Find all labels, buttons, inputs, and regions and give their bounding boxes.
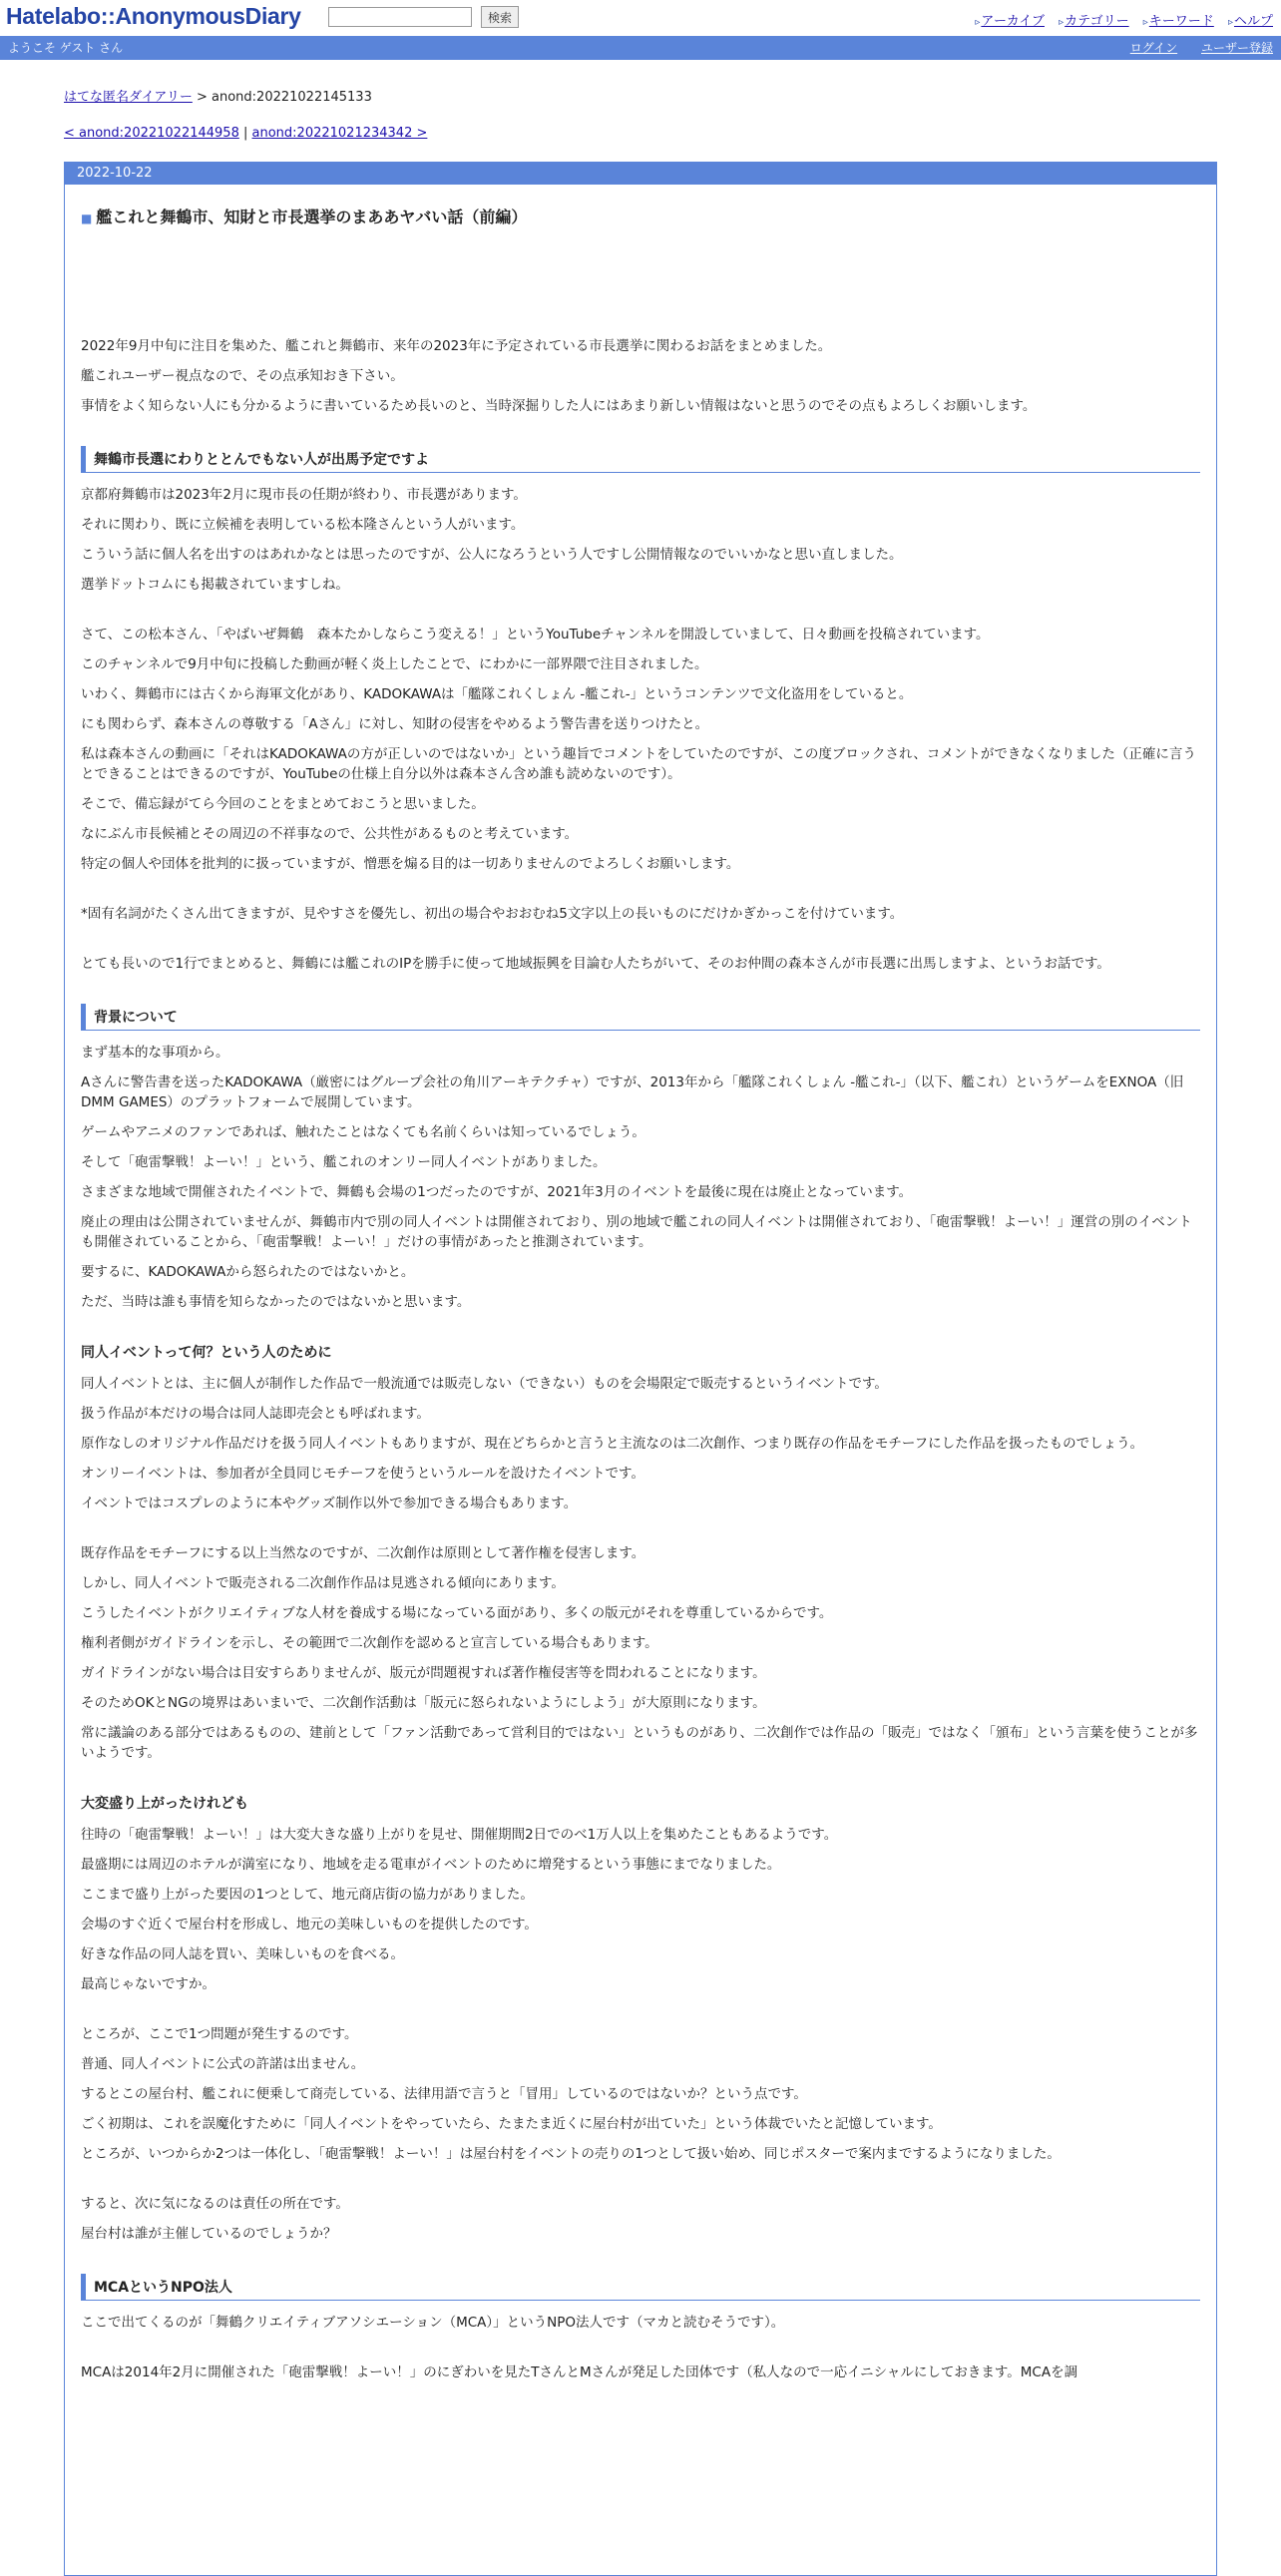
heading-boom: 大変盛り上がったけれども — [81, 1796, 248, 1812]
body-paragraph: そして「砲雷撃戦！よーい！」という、艦これのオンリー同人イベントがありました。 — [81, 1154, 607, 1170]
body-paragraph: このチャンネルで9月中旬に投稿した動画が軽く炎上したことで、にわかに一部界隈で注目されました。 — [81, 656, 708, 672]
body-paragraph: なにぶん市長候補とその周辺の不祥事なので、公共性があるものと考えています。 — [81, 826, 579, 842]
body-paragraph: ガイドラインがない場合は目安すらありませんが、版元が問題視すれば著作権侵害等を問われることになります。 — [81, 1665, 766, 1681]
body-paragraph: ここまで盛り上がった要因の1つとして、地元商店街の協力がありました。 — [81, 1887, 534, 1903]
logo-sep: :: — [100, 3, 116, 29]
logo-name: AnonymousDiary — [115, 3, 301, 29]
body-paragraph: ここで出てくるのが「舞鶴クリエイティブアソシエーション（MCA）」というNPO法人です（マカと読むそうです）。 — [81, 2315, 785, 2331]
breadcrumb-home-link[interactable]: はてな匿名ダイアリー — [64, 90, 193, 105]
body-paragraph: 同人イベントとは、主に個人が制作した作品で一般流通では販売しない（できない）ものを会場限定で販売するというイベントです。 — [81, 1376, 888, 1392]
nav-keyword[interactable]: ▹ キーワード — [1143, 14, 1214, 29]
body-paragraph: そこで、備忘録がてら今回のことをまとめておこうと思いました。 — [81, 796, 485, 812]
body-paragraph: 艦これユーザー視点なので、その点承知おき下さい。 — [81, 368, 404, 384]
sec-candidate-b — [81, 625, 1200, 874]
entry-body — [65, 205, 1216, 2382]
entry-title — [81, 205, 1200, 227]
heading-candidate: 舞鶴市長選にわりととんでもない人が出馬予定ですよ — [81, 446, 1200, 473]
register-link[interactable]: ユーザー登録 — [1200, 41, 1273, 55]
body-paragraph: ところが、いつからか2つは一体化し、「砲雷撃戦！よーい！」は屋台村をイベントの売りの1つとして扱い始め、同じポスターで案内までするようになりました。 — [81, 2146, 1061, 2162]
nav-archive[interactable]: ▹ アーカイブ — [975, 14, 1045, 29]
entry-pager — [64, 126, 427, 141]
prev-entry-link[interactable]: < anond:20221022144958 — [64, 126, 239, 141]
search-input[interactable] — [328, 7, 472, 27]
day-box — [64, 162, 1217, 2576]
sec-mca-b — [81, 2362, 1200, 2382]
sec-doujin-a — [81, 1374, 1200, 1513]
body-paragraph: 2022年9月中旬に注目を集めた、艦これと舞鶴市、来年の2023年に予定されている市長選挙に関わるお話をまとめました。 — [81, 338, 832, 354]
day-date: 2022-10-22 — [65, 162, 1216, 185]
body-paragraph: 特定の個人や団体を批判的に扱っていますが、憎悪を煽る目的は一切ありませんのでよろしくお願いします。 — [81, 856, 740, 872]
body-paragraph: オンリーイベントは、参加者が全員同じモチーフを使うというルールを設けたイベントです。 — [81, 1466, 644, 1482]
body-paragraph: 好きな作品の同人誌を買い、美味しいものを食べる。 — [81, 1946, 404, 1962]
body-paragraph: 既存作品をモチーフにする以上当然なのですが、二次創作は原則として著作権を侵害します。 — [81, 1545, 645, 1561]
body-paragraph: 事情をよく知らない人にも分かるように書いているため長いのと、当時深掘りした人にはあまり新しい情報はないと思うのでその点もよろしくお願いします。 — [81, 398, 1037, 414]
body-paragraph: さて、この松本さん、「やばいぜ舞鶴 森本たかしならこう変える！」というYouTubeチャンネルを開設していまして、日々動画を投稿されています。 — [81, 627, 990, 643]
body-paragraph: 権利者側がガイドラインを示し、その範囲で二次創作を認めると宣言している場合もあります。 — [81, 1635, 658, 1651]
body-paragraph: ところが、ここで1つ問題が発生するのです。 — [81, 2026, 358, 2042]
nav-category[interactable]: ▹ カテゴリー — [1059, 14, 1129, 29]
body-paragraph: 私は森本さんの動画に「それはKADOKAWAの方が正しいのではないか」という趣旨でコメントをしていたのですが、この度ブロックされ、コメントができなくなりました（正確に言うとできることはできるのですが、YouTubeの仕様上自分以外は森本さん含め誰も読めないのです）。 — [81, 746, 1196, 782]
body-paragraph: こうしたイベントがクリエイティブな人材を養成する場になっている面があり、多くの版元がそれを尊重しているからです。 — [81, 1605, 833, 1621]
summary-paragraph: とても長いので1行でまとめると、舞鶴には艦これのIPを勝手に使って地域振興を目論む人たちがいて、そのお仲間の森本さんが市長選に出馬しますよ、というお話です。 — [81, 956, 1110, 972]
sec-intro — [81, 336, 1200, 416]
next-entry-link[interactable]: anond:20221021234342 > — [251, 126, 428, 141]
body-paragraph: まず基本的な事項から。 — [81, 1045, 229, 1061]
body-paragraph: Aさんに警告書を送ったKADOKAWA（厳密にはグループ会社の角川アーキテクチャ）ですが、2013年から「艦隊これくしょん -艦これ-」（以下、艦これ）というゲームをEXNOA（旧DMM GAMES）のプラットフォームで展開しています。 — [81, 1074, 1184, 1110]
title-square-icon[interactable]: ■ — [81, 212, 93, 225]
search-button[interactable]: 検索 — [481, 6, 519, 28]
body-paragraph: ゲームやアニメのファンであれば、触れたことはなくても名前くらいは知っているでしょう。 — [81, 1124, 645, 1140]
body-paragraph: 廃止の理由は公開されていませんが、舞鶴市内で別の同人イベントは開催されており、別の地域で艦これの同人イベントは開催されており、「砲雷撃戦！よーい！」運営の別のイベントも開催されていることから、「砲雷撃戦！よーい！」だけの事情があったと推測されています。 — [81, 1214, 1192, 1250]
account-links — [1110, 36, 1273, 60]
body-paragraph: ただ、当時は誰も事情を知らなかったのではないかと思います。 — [81, 1294, 471, 1310]
body-paragraph: 常に議論のある部分ではあるものの、建前として「ファン活動であって営利目的ではない」というものがあり、二次創作では作品の「販売」ではなく「頒布」という言葉を使うことが多いようです。 — [81, 1725, 1198, 1761]
breadcrumb — [64, 86, 372, 105]
welcome-text: ようこそ ゲスト さん — [8, 41, 124, 55]
body-paragraph: 要するに、KADOKAWAから怒られたのではないかと。 — [81, 1264, 415, 1280]
heading-mca: MCAというNPO法人 — [81, 2274, 1200, 2301]
body-paragraph: 原作なしのオリジナル作品だけを扱う同人イベントもありますが、現在どちらかと言うと主流なのは二次創作、つまり既存の作品をモチーフにした作品を扱ったものでしょう。 — [81, 1436, 1144, 1452]
site-logo[interactable] — [6, 3, 301, 30]
body-paragraph: ごく初期は、これを誤魔化すために「同人イベントをやっていたら、たまたま近くに屋台村が出ていた」という体裁でいたと記憶しています。 — [81, 2116, 942, 2132]
breadcrumb-current: anond:20221022145133 — [212, 90, 372, 105]
body-paragraph: 京都府舞鶴市は2023年2月に現市長の任期が終わり、市長選があります。 — [81, 487, 527, 503]
body-paragraph: MCAは2014年2月に開催された「砲雷撃戦！よーい！」のにぎわいを見たTさんとMさんが発足した団体です（私人なので一応イニシャルにしておきます。MCAを調 — [81, 2364, 1078, 2380]
site-header — [0, 0, 1281, 36]
nav-help[interactable]: ▹ ヘルプ — [1228, 14, 1273, 29]
sec-boom-b — [81, 2024, 1200, 2164]
body-paragraph: こういう話に個人名を出すのはあれかなとは思ったのですが、公人になろうという人ですし公開情報なのでいいかなと思い直しました。 — [81, 547, 903, 563]
user-bar — [0, 36, 1281, 60]
body-paragraph: 最盛期には周辺のホテルが満室になり、地域を走る電車がイベントのために増発するという事態にまでなりました。 — [81, 1857, 781, 1873]
pager-sep: | — [238, 126, 252, 141]
logo-site: Hatelabo — [6, 3, 101, 29]
body-paragraph: しかし、同人イベントで販売される二次創作作品は見逃される傾向にあります。 — [81, 1575, 565, 1591]
sec-mca — [81, 2313, 1200, 2333]
body-paragraph: 会場のすぐ近くで屋台村を形成し、地元の美味しいものを提供したのです。 — [81, 1917, 538, 1932]
entry-title-text: 艦これと舞鶴市、知財と市長選挙のまああヤバい話（前編） — [96, 208, 528, 226]
body-paragraph: それに関わり、既に立候補を表明している松本隆さんという人がいます。 — [81, 517, 525, 533]
body-paragraph: 往時の「砲雷撃戦！よーい！」は大変大きな盛り上がりを見せ、開催期間2日でのべ1万人以上を集めたこともあるようです。 — [81, 1827, 838, 1843]
body-paragraph: いわく、舞鶴市には古くから海軍文化があり、KADOKAWAは「艦隊これくしょん -艦これ-」というコンテンツで文化盗用をしていると。 — [81, 686, 913, 702]
sec-boom-c — [81, 2194, 1200, 2244]
sec-candidate-a — [81, 485, 1200, 595]
body-paragraph: にも関わらず、森本さんの尊敬する「Aさん」に対し、知財の侵害をやめるよう警告書を送りつけたと。 — [81, 716, 709, 732]
note-paragraph: *固有名詞がたくさん出てきますが、見やすさを優先し、初出の場合やおおむね5文字以上の長いものにだけかぎかっこを付けています。 — [81, 906, 904, 922]
body-paragraph: 最高じゃないですか。 — [81, 1976, 215, 1992]
sec-doujin-b — [81, 1543, 1200, 1763]
sec-boom-a — [81, 1825, 1200, 1994]
login-link[interactable]: ログイン — [1129, 41, 1178, 55]
body-paragraph: さまざまな地域で開催されたイベントで、舞鶴も会場の1つだったのですが、2021年3月のイベントを最後に現在は廃止となっています。 — [81, 1184, 913, 1200]
sec-background — [81, 1043, 1200, 1312]
body-paragraph: 屋台村は誰が主催しているのでしょうか？ — [81, 2226, 337, 2242]
body-paragraph: イベントではコスプレのように本やグッズ制作以外で参加できる場合もあります。 — [81, 1496, 578, 1511]
body-paragraph: 普通、同人イベントに公式の許諾は出ません。 — [81, 2056, 365, 2072]
heading-doujin: 同人イベントって何？という人のために — [81, 1345, 332, 1361]
top-nav — [965, 10, 1273, 29]
body-paragraph: するとこの屋台村、艦これに便乗して商売している、法律用語で言うと「冒用」しているのではないか？という点です。 — [81, 2086, 807, 2102]
body-paragraph: 扱う作品が本だけの場合は同人誌即売会とも呼ばれます。 — [81, 1406, 430, 1422]
body-paragraph: そのためOKとNGの境界はあいまいで、二次創作活動は「版元に怒られないようにしよう」が大原則になります。 — [81, 1695, 766, 1711]
body-paragraph: 選挙ドットコムにも掲載されていますしね。 — [81, 577, 349, 593]
body-paragraph: すると、次に気になるのは責任の所在です。 — [81, 2196, 349, 2212]
breadcrumb-sep: > — [192, 90, 213, 105]
heading-background: 背景について — [81, 1004, 1200, 1031]
